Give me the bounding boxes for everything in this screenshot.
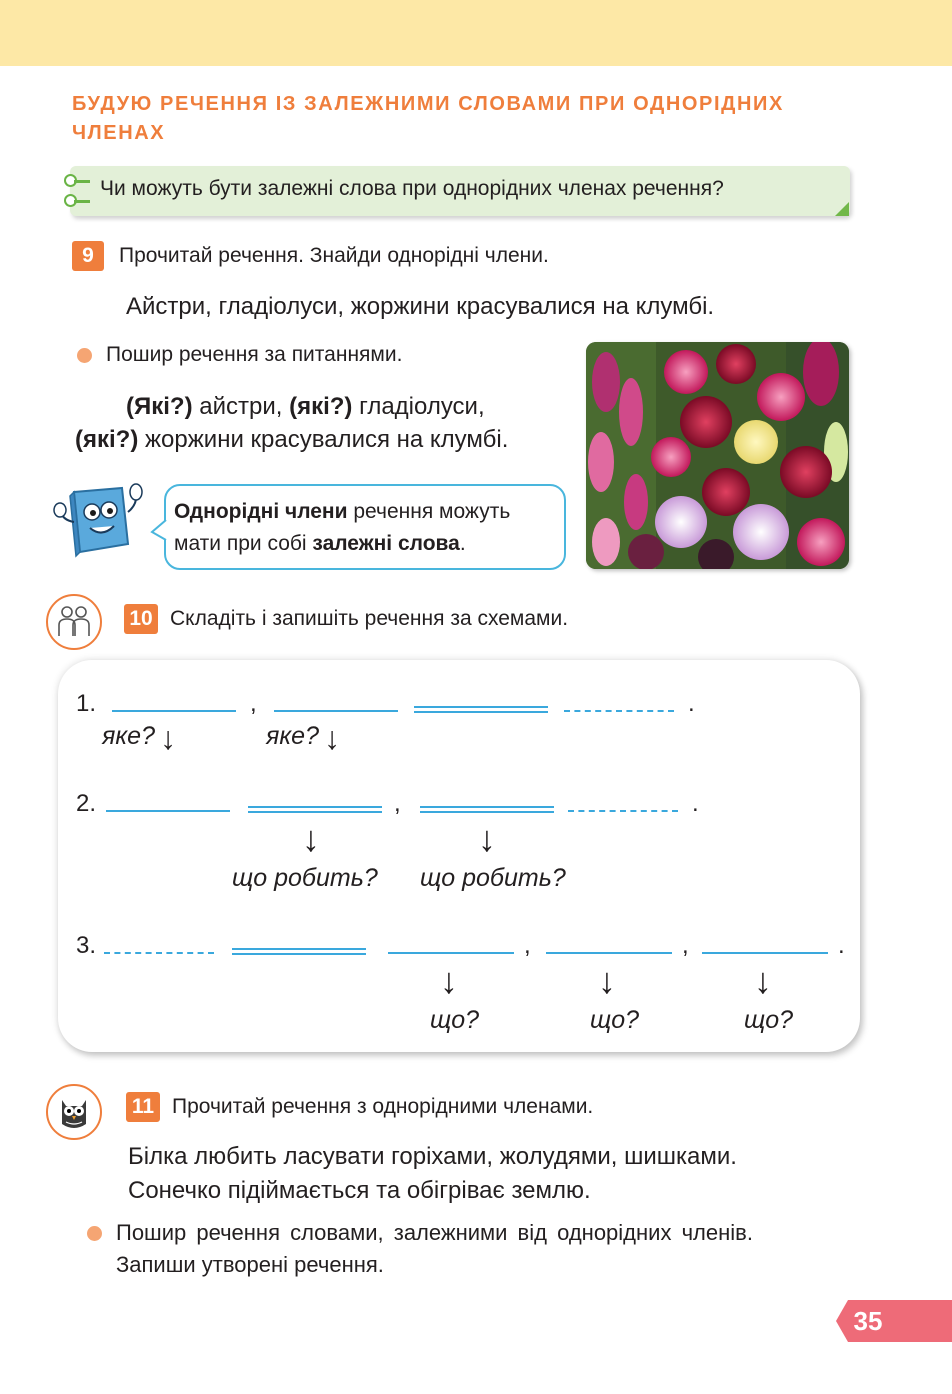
scheme-line-solid bbox=[702, 952, 828, 954]
question-label: що? bbox=[590, 1006, 640, 1034]
scheme-comma: , bbox=[682, 932, 689, 959]
scheme-comma: , bbox=[394, 790, 401, 817]
task-10-instruction: Складіть і запишіть речення за схемами. bbox=[170, 607, 569, 630]
section-title: БУДУЮ РЕЧЕННЯ ІЗ ЗАЛЕЖНИМИ СЛОВАМИ ПРИ ОДНОРІДНИХ ЧЛЕНАХ bbox=[72, 93, 784, 144]
question-label: що? bbox=[744, 1006, 794, 1034]
scheme-2-label: 2. bbox=[76, 790, 97, 817]
task-11-sentence-1: Білка любить ласувати горіхами, жолудями, шишками. bbox=[128, 1143, 737, 1170]
book-mascot-icon bbox=[52, 482, 156, 558]
flowers-photo bbox=[586, 342, 849, 569]
scheme-comma: , bbox=[250, 690, 257, 717]
schemes-box bbox=[58, 660, 860, 1052]
task-11-bullet-line2: Запиши утворені речення. bbox=[116, 1252, 384, 1277]
task-9-badge: 9 bbox=[72, 241, 104, 271]
bullet-dot bbox=[87, 1226, 102, 1241]
down-arrow-icon: ↓ bbox=[302, 818, 320, 859]
task-9-instruction: Прочитай речення. Знайди однорідні члени. bbox=[119, 244, 549, 267]
top-band bbox=[0, 0, 952, 66]
pair-work-icon bbox=[46, 594, 102, 650]
word: айстри, bbox=[192, 393, 290, 420]
scheme-line-double bbox=[420, 806, 554, 813]
down-arrow-icon: ↓ bbox=[160, 720, 176, 756]
expanded-sentence-line1 bbox=[126, 390, 566, 424]
rule-text: речення можуть bbox=[347, 500, 511, 523]
rule-line2 bbox=[174, 529, 466, 559]
scheme-line-dashed bbox=[104, 952, 214, 954]
down-arrow-icon: ↓ bbox=[754, 960, 772, 1001]
scheme-line-solid bbox=[274, 710, 398, 712]
rule-bold-term: Однорідні члени bbox=[174, 500, 348, 523]
word: гладіолуси, bbox=[352, 393, 485, 420]
task-11-bullet-line1: Пошир речення словами, залежними від однорідних членів. bbox=[116, 1220, 753, 1245]
question-marker: (Які?) bbox=[126, 393, 193, 420]
question-marker: (які?) bbox=[75, 426, 139, 453]
question-label: яке? bbox=[266, 722, 319, 750]
scheme-line-double bbox=[414, 706, 548, 713]
question-text: Чи можуть бути залежні слова при однорідних членах речення? bbox=[100, 177, 724, 200]
down-arrow-icon: ↓ bbox=[440, 960, 458, 1001]
scheme-line-double bbox=[232, 948, 366, 955]
question-label: що? bbox=[430, 1006, 480, 1034]
bullet-dot bbox=[77, 348, 92, 363]
page-number: 35 bbox=[853, 1306, 883, 1336]
question-bullet-icon bbox=[64, 172, 94, 212]
scheme-line-double bbox=[248, 806, 382, 813]
task-10-badge: 10 bbox=[124, 604, 158, 634]
word: жоржини красувалися на клумбі. bbox=[138, 426, 509, 453]
scheme-line-solid bbox=[546, 952, 672, 954]
scheme-period: . bbox=[688, 690, 695, 717]
down-arrow-icon: ↓ bbox=[324, 720, 340, 756]
rule-text: . bbox=[459, 532, 466, 555]
task-9-bullet-text: Пошир речення за питаннями. bbox=[106, 343, 403, 366]
scheme-line-dashed bbox=[564, 710, 674, 712]
down-arrow-icon: ↓ bbox=[598, 960, 616, 1001]
question-label: що робить? bbox=[420, 864, 566, 892]
scheme-line-solid bbox=[106, 810, 230, 812]
expanded-sentence-line2 bbox=[75, 423, 508, 457]
scheme-3-label: 3. bbox=[76, 932, 97, 959]
scheme-period: . bbox=[692, 790, 699, 817]
rule-line1 bbox=[174, 497, 510, 527]
task-11-sentence-2: Сонечко підіймається та обігріває землю. bbox=[128, 1177, 591, 1204]
scheme-comma: , bbox=[524, 932, 531, 959]
rule-text: мати при собі bbox=[174, 532, 313, 555]
scheme-line-solid bbox=[112, 710, 236, 712]
rule-bubble-tail bbox=[150, 518, 168, 542]
owl-icon bbox=[46, 1084, 102, 1140]
down-arrow-icon: ↓ bbox=[478, 818, 496, 859]
scheme-period: . bbox=[838, 932, 845, 959]
question-bar-corner bbox=[835, 202, 849, 216]
task-9-sentence: Айстри, гладіолуси, жоржини красувалися на клумбі. bbox=[126, 293, 715, 320]
task-11-instruction: Прочитай речення з однорідними членами. bbox=[172, 1095, 594, 1118]
scheme-1-label: 1. bbox=[76, 690, 97, 717]
question-label: що робить? bbox=[232, 864, 378, 892]
scheme-line-solid bbox=[388, 952, 514, 954]
question-label: яке? bbox=[102, 722, 155, 750]
rule-bold-term: залежні слова bbox=[312, 532, 460, 555]
scheme-line-dashed bbox=[568, 810, 678, 812]
question-marker: (які?) bbox=[289, 393, 353, 420]
task-11-badge: 11 bbox=[126, 1092, 160, 1122]
